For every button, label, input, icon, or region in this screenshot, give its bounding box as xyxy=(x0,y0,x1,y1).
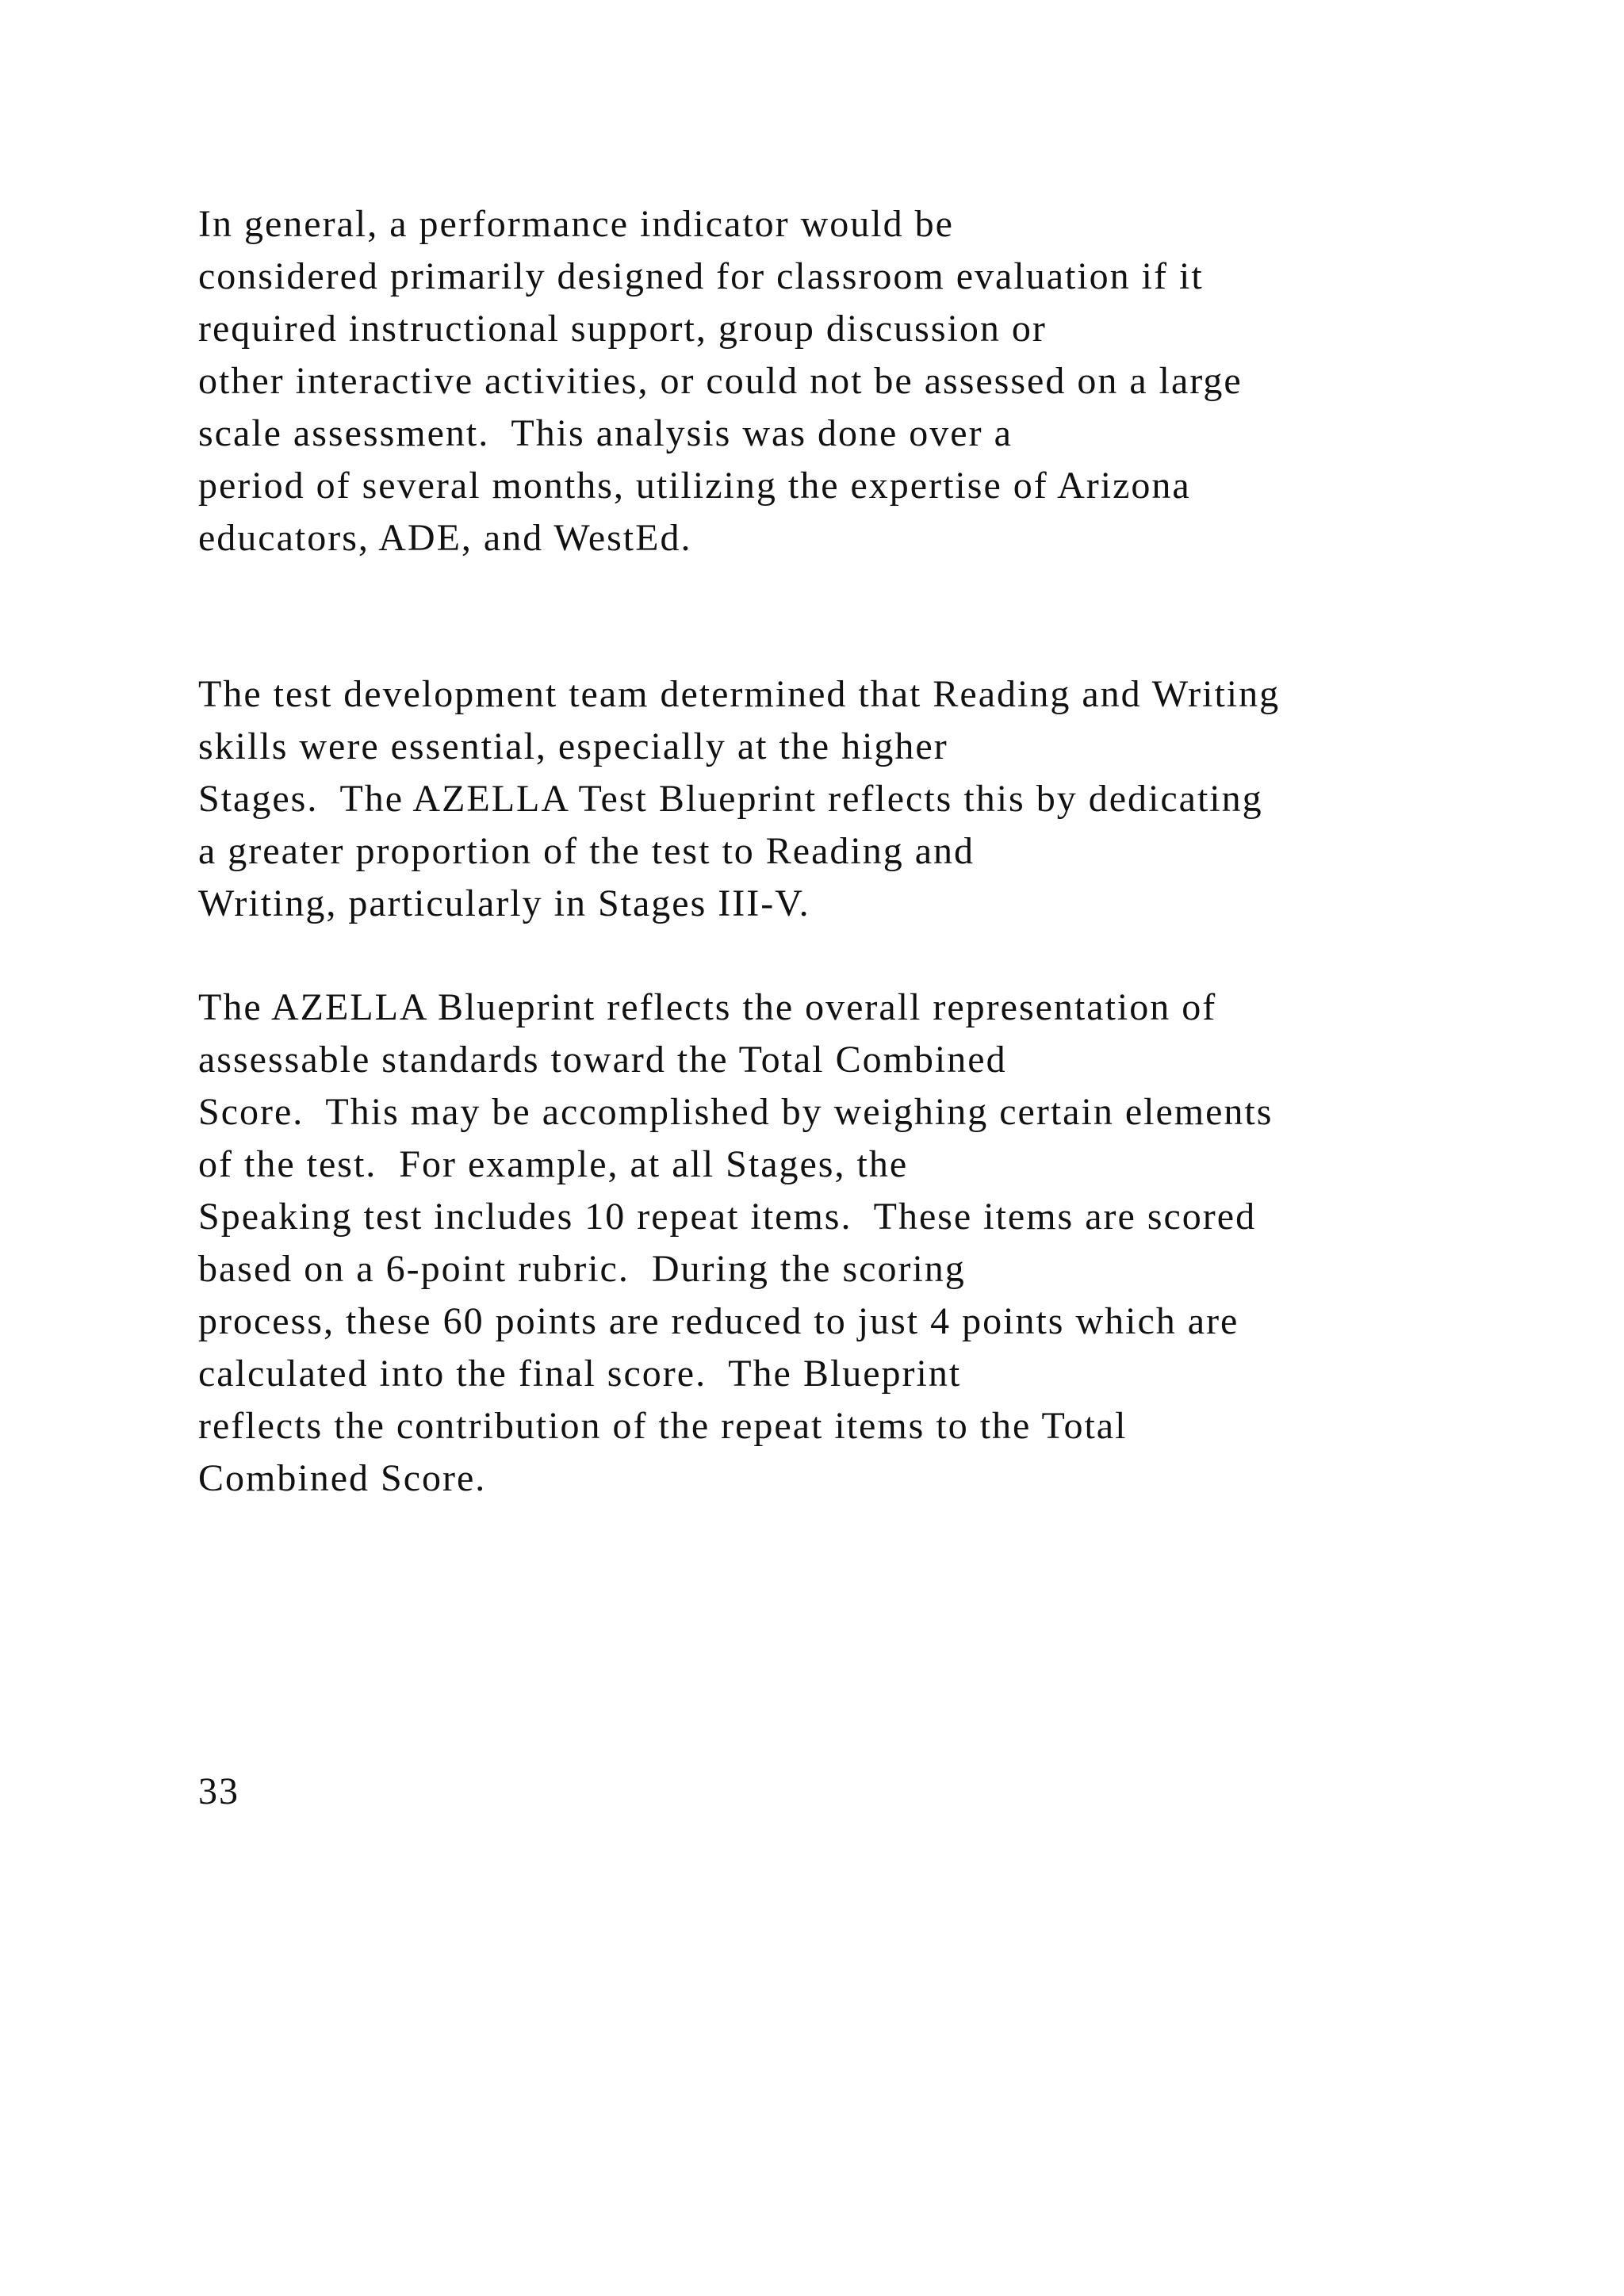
text-line: other interactive activities, or could not be assessed on a large xyxy=(198,360,1243,402)
text-line: period of several months, utilizing the expertise of Arizona xyxy=(198,465,1191,507)
text-line: In general, a performance indicator would be xyxy=(198,203,954,245)
paragraph-performance-indicator xyxy=(198,198,1243,564)
text-line: The test development team determined that Reading and Writing xyxy=(198,673,1281,715)
text-line: Combined Score. xyxy=(198,1457,487,1499)
text-line: Writing, particularly in Stages III-V. xyxy=(198,882,810,924)
text-line: of the test. For example, at all Stages, the xyxy=(198,1143,909,1185)
text-line: assessable standards toward the Total Combined xyxy=(198,1039,1007,1081)
text-line: Stages. The AZELLA Test Blueprint reflects this by dedicating xyxy=(198,778,1263,820)
text-line: reflects the contribution of the repeat items to the Total xyxy=(198,1405,1128,1447)
page-number: 33 xyxy=(198,1770,239,1812)
text-line: Speaking test includes 10 repeat items. These items are scored xyxy=(198,1196,1257,1238)
text-line: required instructional support, group discussion or xyxy=(198,308,1047,350)
paragraph-blueprint-representation xyxy=(198,982,1273,1505)
text-line: educators, ADE, and WestEd. xyxy=(198,517,692,559)
text-line: Score. This may be accomplished by weighing certain elements xyxy=(198,1091,1274,1133)
text-line: process, these 60 points are reduced to just 4 points which are xyxy=(198,1300,1239,1342)
text-line: The AZELLA Blueprint reflects the overall representation of xyxy=(198,986,1217,1028)
text-line: based on a 6-point rubric. During the scoring xyxy=(198,1248,966,1290)
paragraph-reading-writing xyxy=(198,668,1280,930)
text-line: considered primarily designed for classroom evaluation if it xyxy=(198,255,1204,297)
text-line: a greater proportion of the test to Reading and xyxy=(198,830,975,872)
text-line: scale assessment. This analysis was done over a xyxy=(198,412,1013,454)
text-line: calculated into the final score. The Blueprint xyxy=(198,1353,962,1395)
text-line: skills were essential, especially at the higher xyxy=(198,725,948,767)
